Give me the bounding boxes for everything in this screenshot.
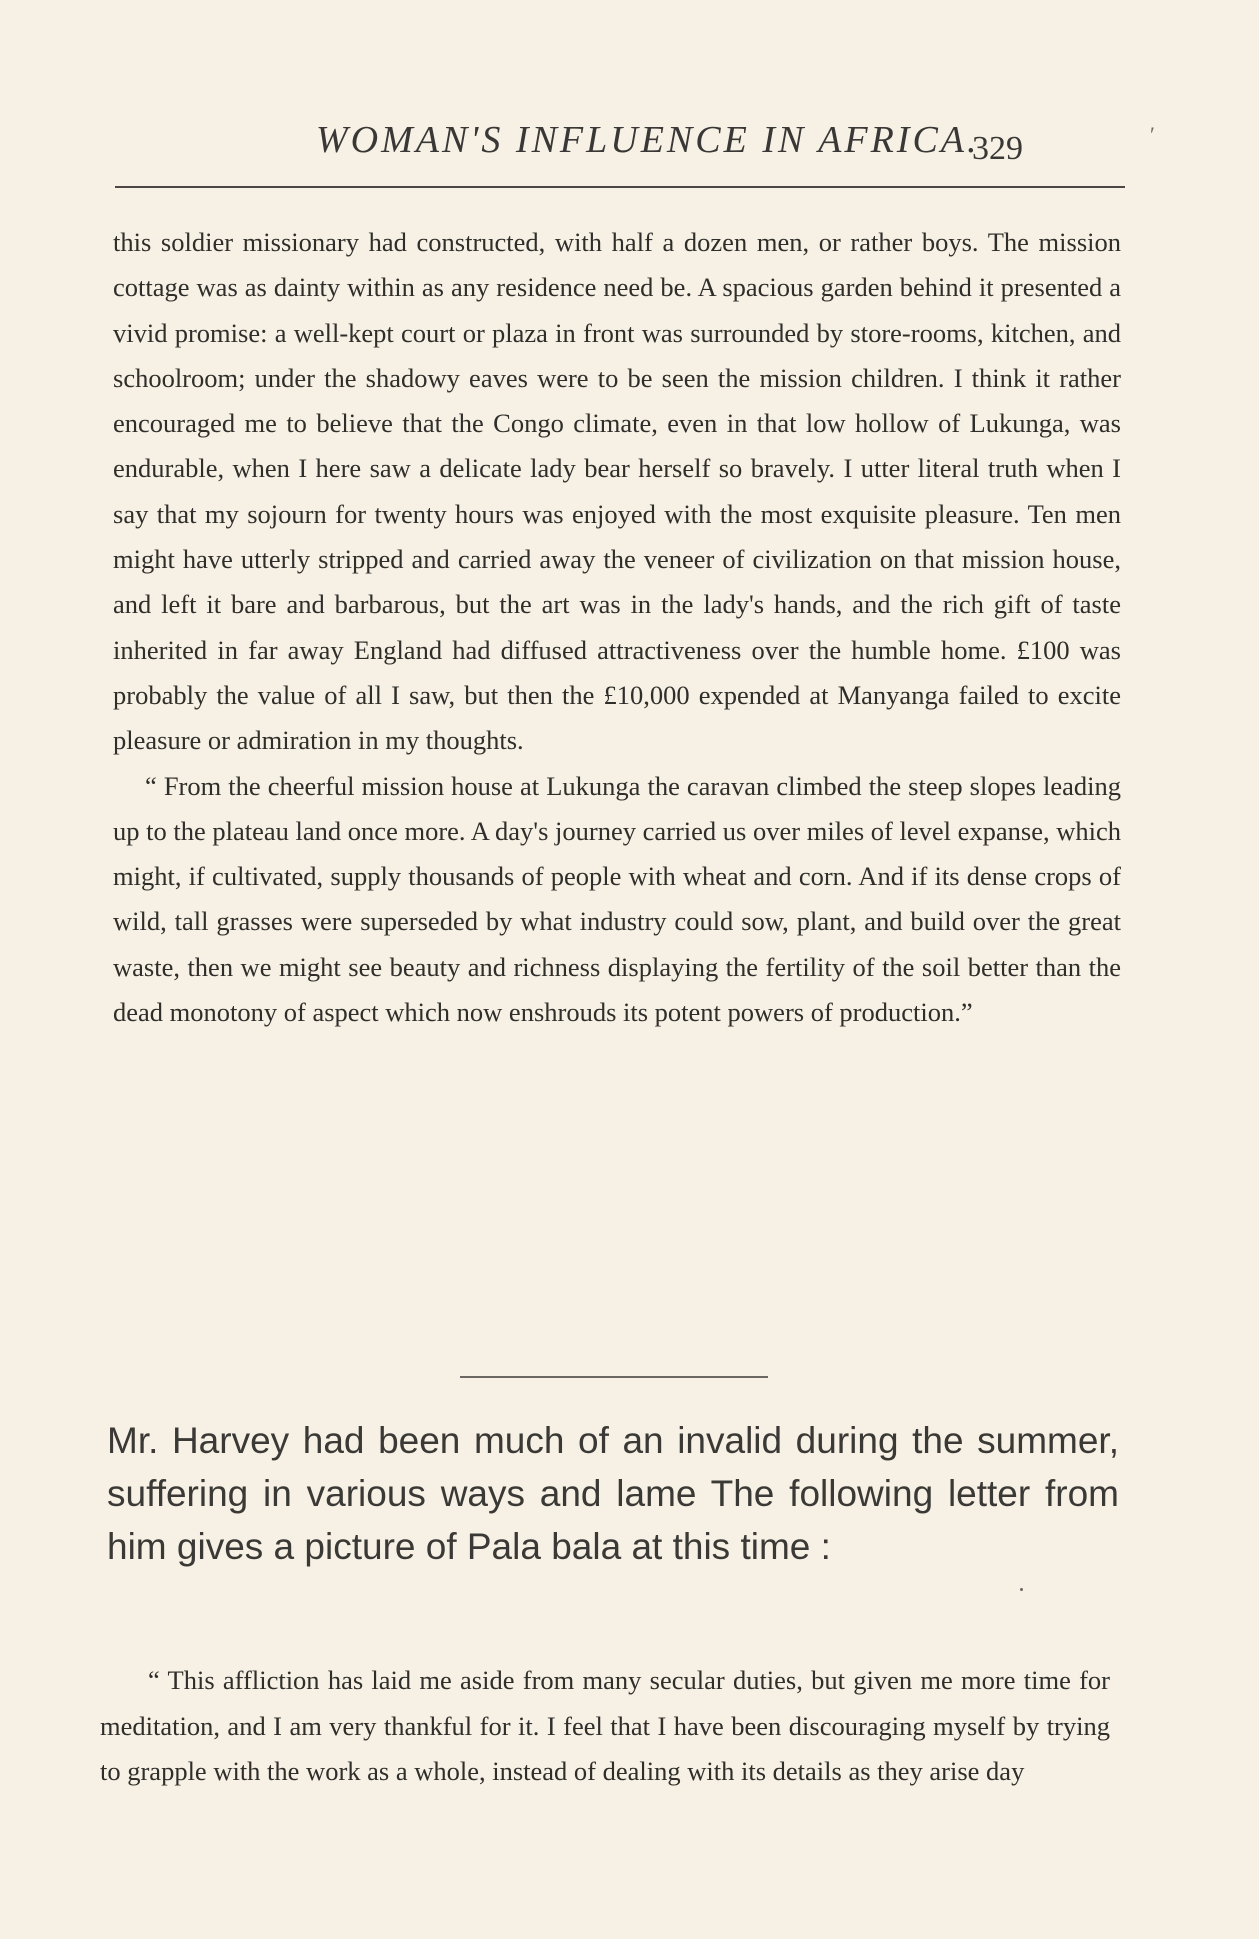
running-head bbox=[112, 118, 1124, 174]
letter-quote bbox=[100, 1658, 1110, 1795]
section-divider bbox=[460, 1376, 768, 1378]
quote-paragraph: “ This affliction has laid me aside from many secular duties, but given me more time for meditation, and I am very thankful for it. I feel that I have been discouraging myself by trying to grapple with the work as a whole, instead of dealing with its details as they arise day bbox=[100, 1665, 1110, 1786]
body-paragraph: this soldier missionary had constructed, with half a dozen men, or rather boys. The mission cottage was as dainty within as any residence need be. A spacious garden behind it presented a vivid promise: a well-kept court or plaza in front was surrounded by store-rooms, kitchen, and schoolroom; under the shadowy eaves were to be seen the mission children. I think it rather encouraged me to believe that the Congo climate, even in that low hollow of Lukunga, was endurable, when I here saw a delicate lady bear herself so bravely. I utter literal truth when I say that my sojourn for twenty hours was enjoyed with the most exquisite pleasure. Ten men might have utterly stripped and carried away the veneer of civilization on that mission house, and left it bare and barbarous, but the art was in the lady's hands, and the rich gift of taste inherited in far away England had diffused attractiveness over the humble home. £100 was probably the value of all I saw, but then the £10,000 expended at Manyanga failed to excite pleasure or admiration in my thoughts. bbox=[113, 227, 1121, 756]
body-text bbox=[113, 220, 1121, 1035]
stray-dot bbox=[1020, 1588, 1023, 1591]
header-rule bbox=[115, 186, 1125, 188]
inserted-paragraph: Mr. Harvey had been much of an invalid during the summer, suffering in various ways and lame The following letter from him gives a picture of Pala bala at this time : bbox=[107, 1420, 1119, 1567]
page-number: 329 bbox=[972, 130, 1023, 167]
margin-tick-mark: ′ bbox=[1150, 122, 1155, 147]
body-paragraph: “ From the cheerful mission house at Lukunga the caravan climbed the steep slopes leading up to the plateau land once more. A day's journey carried us over miles of level expanse, which might, if cultivated, supply thousands of people with wheat and corn. And if its dense crops of wild, tall grasses were superseded by what industry could sow, plant, and build over the great waste, then we might see beauty and richness displaying the fertility of the soil better than the dead monotony of aspect which now enshrouds its potent powers of production.” bbox=[113, 770, 1121, 1028]
running-head-title: WOMAN'S INFLUENCE IN AFRICA. bbox=[316, 119, 980, 161]
